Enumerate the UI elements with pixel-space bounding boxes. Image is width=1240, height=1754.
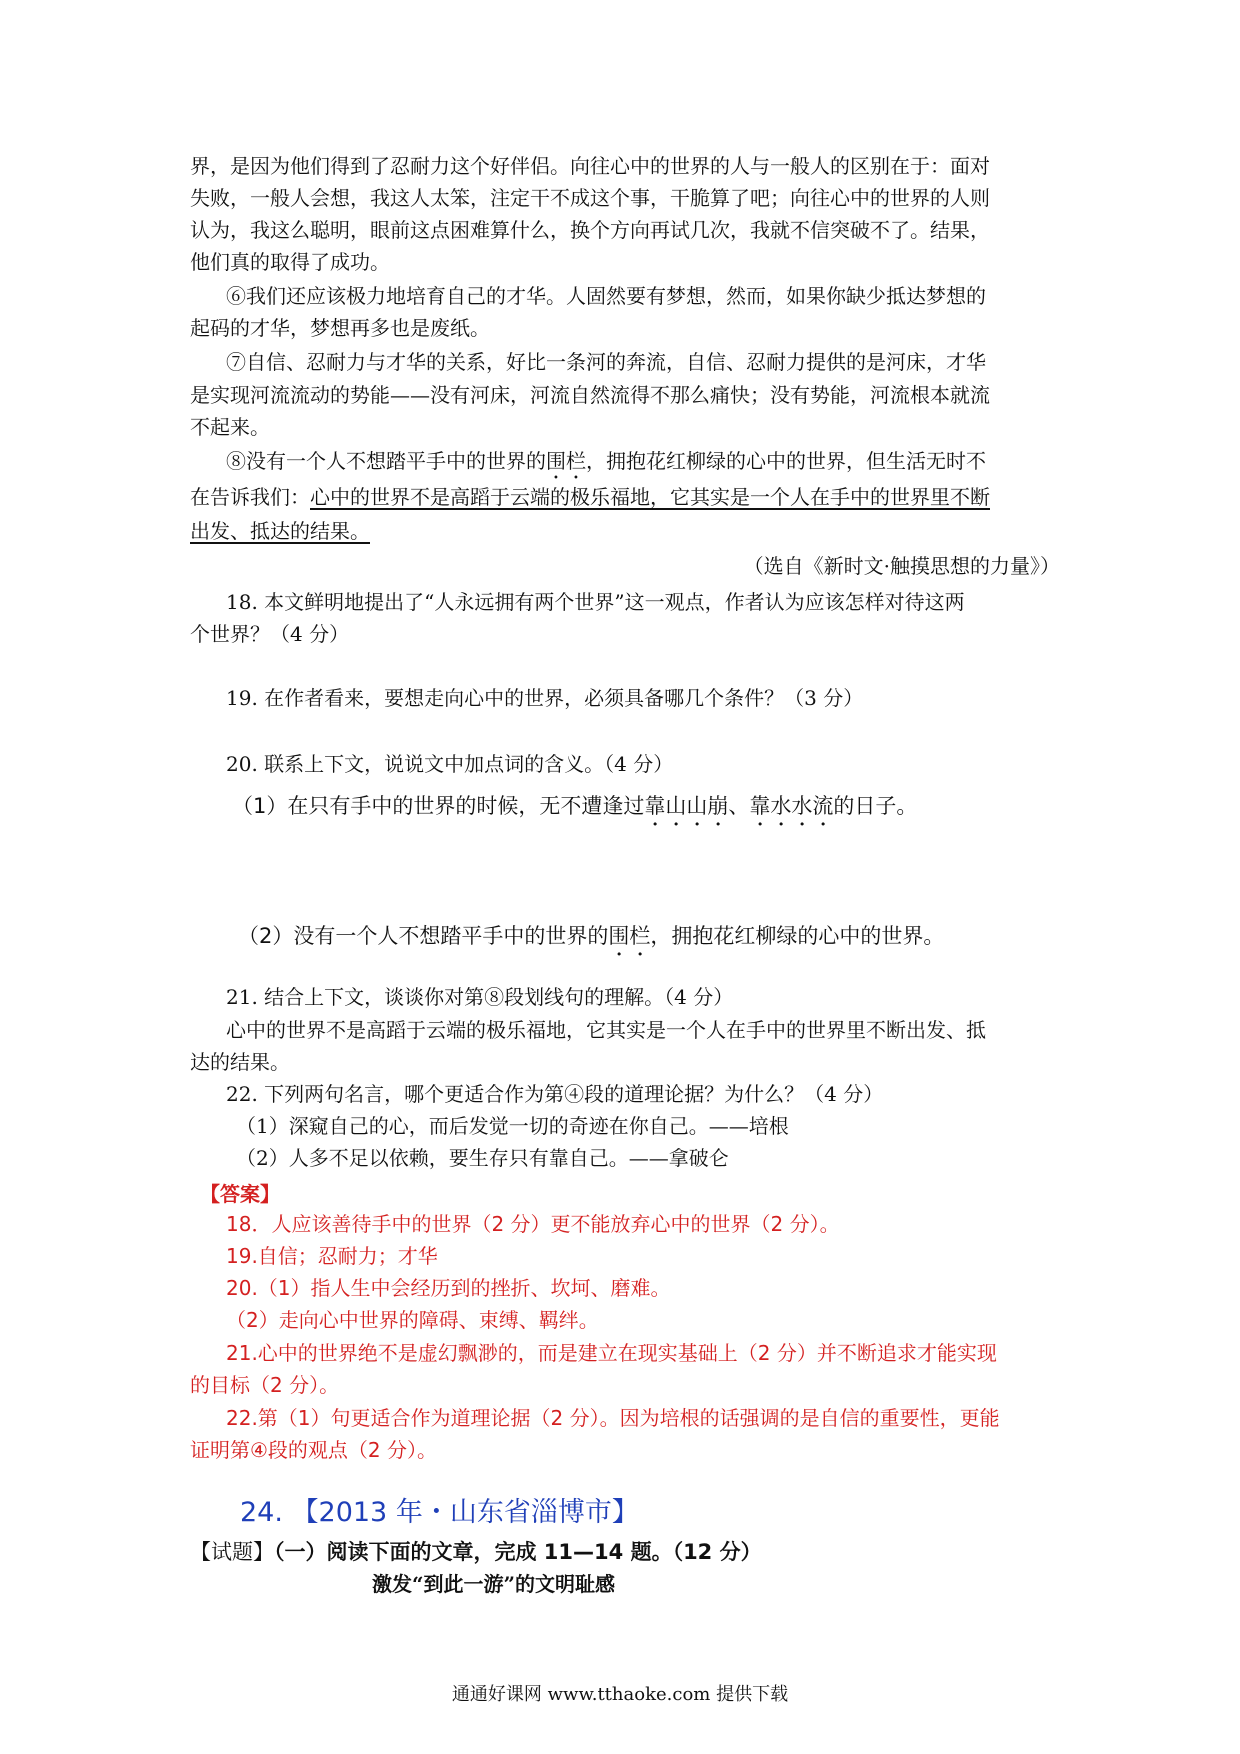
answer-21-cont: 的目标（2 分）。 xyxy=(190,1373,340,1397)
passage-line: 是实现河流流动的势能——没有河床，河流自然流得不那么痛快；没有势能，河流根本就流 xyxy=(190,383,990,407)
text: （1）在只有手中的世界的时候，无不遭逢过 xyxy=(232,794,645,818)
text: 在告诉我们： xyxy=(190,485,310,509)
section-heading: 24. 【2013 年・山东省淄博市】 xyxy=(240,1497,639,1528)
trial-label: 【试题】 xyxy=(190,1540,274,1564)
question-18-cont: 个世界？（4 分） xyxy=(190,622,350,646)
passage-line: 失败，一般人会想，我这人太笨，注定干不成这个事，干脆算了吧；向往心中的世界的人则 xyxy=(190,186,990,210)
answer-19: 19.自信；忍耐力；才华 xyxy=(226,1244,438,1268)
dotted-word: 靠山山崩 xyxy=(644,794,729,818)
dotted-word: 靠水水流 xyxy=(749,794,834,818)
answer-18: 18．人应该善待手中的世界（2 分）更不能放弃心中的世界（2 分）。 xyxy=(226,1212,840,1236)
question-22-option-1: （1）深窥自己的心，而后发觉一切的奇迹在你自己。——培根 xyxy=(236,1114,789,1138)
question-18: 18. 本文鲜明地提出了“人永远拥有两个世界”这一观点，作者认为应该怎样对待这两 xyxy=(226,590,965,614)
answer-22: 22.第（1）句更适合作为道理论据（2 分）。因为培根的话强调的是自信的重要性，更能 xyxy=(226,1406,1000,1430)
question-22: 22. 下列两句名言，哪个更适合作为第④段的道理论据？为什么？（4 分） xyxy=(226,1082,884,1106)
passage-line: 界，是因为他们得到了忍耐力这个好伴侣。向往心中的世界的人与一般人的区别在于：面对 xyxy=(190,154,990,178)
question-20-item-2 xyxy=(238,922,1108,961)
answer-20-2: （2）走向心中世界的障碍、束缚、羁绊。 xyxy=(226,1308,599,1332)
question-20: 20. 联系上下文，说说文中加点词的含义。（4 分） xyxy=(226,752,674,776)
page-footer: 通通好课网 www.tthaoke.com 提供下载 xyxy=(451,1684,789,1705)
question-19: 19. 在作者看来，要想走向心中的世界，必须具备哪几个条件？（3 分） xyxy=(226,686,864,710)
question-21-quote-cont: 达的结果。 xyxy=(190,1050,290,1074)
trial-line xyxy=(190,1536,762,1566)
text: ⑧没有一个人不想踏平手中的世界的 xyxy=(226,449,546,473)
text: ，拥抱花红柳绿的心中的世界。 xyxy=(650,924,945,948)
answer-22-cont: 证明第④段的观点（2 分）。 xyxy=(190,1438,438,1462)
passage-source: （选自《新时文·触摸思想的力量》） xyxy=(743,554,1060,578)
question-21: 21. 结合上下文，谈谈你对第⑧段划线句的理解。（4 分） xyxy=(226,985,734,1009)
underlined-sentence: 心中的世界不是高蹈于云端的极乐福地，它其实是一个人在手中的世界里不断 xyxy=(310,485,990,509)
question-22-option-2: （2）人多不足以依赖，要生存只有靠自己。——拿破仑 xyxy=(236,1146,729,1170)
passage-line-p8-2 xyxy=(190,485,1060,509)
underlined-sentence: 出发、抵达的结果。 xyxy=(190,519,370,543)
passage-line: ⑦自信、忍耐力与才华的关系，好比一条河的奔流，自信、忍耐力提供的是河床，才华 xyxy=(226,350,986,374)
passage-line: ⑥我们还应该极力地培育自己的才华。人固然要有梦想，然而，如果你缺少抵达梦想的 xyxy=(226,284,986,308)
text: （2）没有一个人不想踏平手中的世界的 xyxy=(238,924,609,948)
dotted-word: 围栏 xyxy=(608,924,651,948)
answer-label: 【答案】 xyxy=(200,1182,280,1206)
passage-line: 他们真的取得了成功。 xyxy=(190,250,390,274)
answer-20-1: 20.（1）指人生中会经历到的挫折、坎坷、磨难。 xyxy=(226,1276,671,1300)
passage-line-p8-1 xyxy=(226,449,1096,484)
dotted-word: 围栏 xyxy=(546,449,586,473)
passage-line: 认为，我这么聪明，眼前这点困难算什么，换个方向再试几次，我就不信突破不了。结果， xyxy=(190,218,990,242)
answer-21: 21.心中的世界绝不是虚幻飘渺的，而是建立在现实基础上（2 分）并不断追求才能实现 xyxy=(226,1341,997,1365)
trial-text: （一）阅读下面的文章，完成 11—14 题。（12 分） xyxy=(274,1540,762,1564)
article-title: 激发“到此一游”的文明耻感 xyxy=(372,1572,616,1596)
passage-line: 起码的才华，梦想再多也是废纸。 xyxy=(190,316,490,340)
text: 的日子。 xyxy=(833,794,918,818)
question-21-quote: 心中的世界不是高蹈于云端的极乐福地，它其实是一个人在手中的世界里不断出发、抵 xyxy=(226,1018,986,1042)
text: ，拥抱花红柳绿的心中的世界，但生活无时不 xyxy=(586,449,986,473)
question-20-item-1 xyxy=(232,792,1102,831)
passage-line-p8-3 xyxy=(190,519,1060,543)
passage-line: 不起来。 xyxy=(190,415,270,439)
text: 、 xyxy=(728,794,750,818)
